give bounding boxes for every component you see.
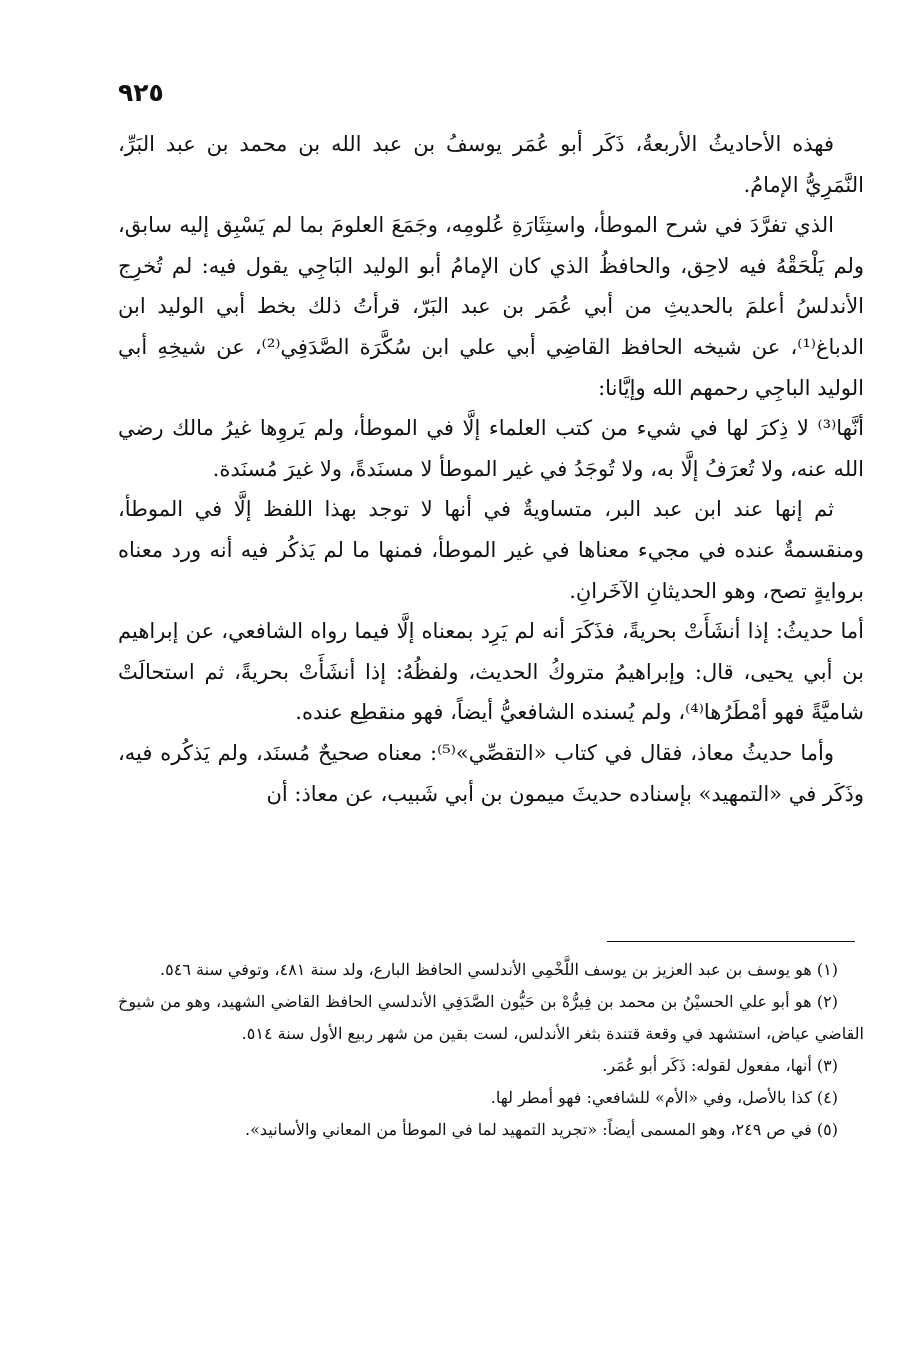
footnote: (٥) في ص ٢٤٩، وهو المسمى أيضاً: «تجريد التمهيد لما في الموطأ من المعاني والأسانيد». <box>245 1120 838 1139</box>
footnote: (١) هو يوسف بن عبد العزيز بن يوسف اللَّخْمِي الأندلسي الحافظ البارع، ولد سنة ٤٨١، وتوفي سنة ٥٤٦. <box>160 960 838 979</box>
footnote: (٢) هو أبو علي الحسيْنُ بن محمد بن فِيرُّهْ بن حَيُّون الصَّدَفِي الأندلسي الحافظ القاضي الشهيد، وهو من شيوخ القاضي عياض، استشهد في وقعة قتندة بثغر الأندلس، لست بقين من شهر ربيع الأول سنة ٥١٤. <box>118 992 864 1043</box>
footnote-separator <box>607 941 855 942</box>
paragraph: أما حديثُ: إذا أنشَأَتْ بحريةً، فذَكَرَ أنه لم يَرِد بمعناه إلَّا فيما رواه الشافعي، عن إبراهيم بن أبي يحيى، قال: وإبراهيمُ متروكُ الحديث، ولفظُهُ: إذا أنشَأَتْ بحريةً، ثم استحالَتْ شاميَّةً فهو أمْطَرُها⁽⁴⁾، ولم يُسنده الشافعيُّ أيضاً، فهو منقطِع عنده. <box>118 619 864 725</box>
footnote: (٤) كذا بالأصل، وفي «الأم» للشافعي: فهو أمطر لها. <box>490 1088 838 1107</box>
footnotes <box>118 954 864 1146</box>
paragraph: ثم إنها عند ابن عبد البر، متساويةٌ في أنها لا توجد بهذا اللفظ إلَّا في الموطأ، ومنقسمةٌ عنده في مجيء معناها في غير الموطأ، فمنها ما لم يَذكُر فيه أنه ورد معناه بروايةٍ تصح، وهو الحديثانِ الآخَرانِ. <box>118 497 864 603</box>
paragraph: أنَّها⁽³⁾ لا ذِكرَ لها في شيء من كتب العلماء إلَّا في الموطأ، ولم يَروِها غيرُ مالك رضي الله عنه، ولا تُعرَفُ إلَّا به، ولا تُوجَدُ في غير الموطأ لا مسنَدةً، ولا غيرَ مُسنَدة. <box>118 416 864 481</box>
main-text <box>118 124 864 814</box>
footnote: (٣) أنها، مفعول لقوله: ذَكَر أبو عُمَر. <box>602 1056 838 1075</box>
paragraph: وأما حديثُ معاذ، فقال في كتاب «التقصِّي»⁽⁵⁾: معناه صحيحٌ مُسنَد، ولم يَذكُره فيه، وذَكَر في «التمهيد» بإسناده حديثَ ميمون بن أبي شَبيب، عن معاذ: أن <box>118 740 864 806</box>
page-number: ٩٢٥ <box>118 78 164 107</box>
paragraph: الذي تفرَّدَ في شرح الموطأ، واستِثَارَةِ عُلومِه، وجَمَعَ العلومَ بما لم يَسْبِق إليه سابق، ولم يَلْحَقْهُ فيه لاحِق، والحافظُ الذي كان الإمامُ أبو الوليد البَاجِي يقول فيه: لم تُخرِج الأندلسُ أعلمَ بالحديثِ من أبي عُمَر بن عبد البَرّ، قرأتُ ذلك بخط أبي الوليد ابن الدباغ⁽¹⁾، عن شيخه الحافظ القاضِي أبي علي ابن سُكَّرَة الصَّدَفِي⁽²⁾، عن شيخِهِ أبي الوليد الباجِي رحمهم الله وإيَّانا: <box>118 213 864 400</box>
paragraph: فهذه الأحاديثُ الأربعةُ، ذَكَر أبو عُمَر يوسفُ بن عبد الله بن محمد بن عبد البَرِّ، النَّمَرِيُّ الإمامُ. <box>118 132 864 197</box>
